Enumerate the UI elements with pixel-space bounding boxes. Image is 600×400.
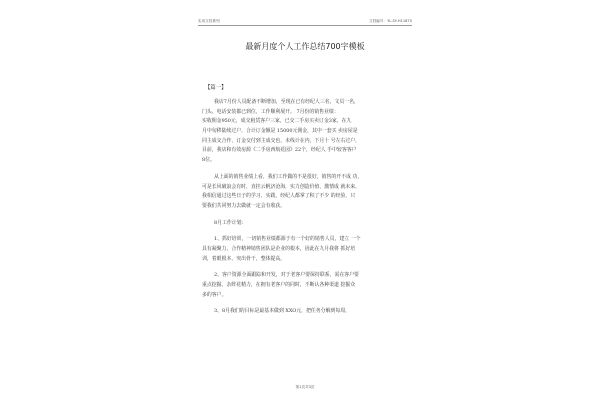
paragraph-gap — [202, 212, 410, 219]
paragraph-line: 我店7月份人员配备不断增加，至现在已有经纪人三名，文员一名， — [214, 99, 359, 105]
paragraph-gap — [202, 228, 410, 235]
header-document-number: 文档编号：YL-SY-H1187S — [369, 19, 412, 23]
document-body — [202, 98, 410, 317]
paragraph-line: 我相信通过这些日子的学习，实践，经纪人都掌了积了不少 的经验，只 — [202, 193, 356, 200]
paragraph-line: 实收佣金950元，成交租赁客户三家，已交二手房买卖订金3家，在九 — [202, 118, 352, 125]
paragraph — [202, 271, 410, 300]
paragraph-line: 门头、电话安装都已到位，工作顺利展开。 7月份的销售业绩： — [202, 108, 339, 115]
paragraph-line: 训，着眼根本，突出骨干，整体提高。 — [202, 255, 286, 262]
paragraph-line: 目前，我店和有效房源《二手房西航花园》22个，经纪人 手中较客客户 — [202, 147, 357, 154]
header-left-label: 实用文档系列 — [198, 19, 220, 23]
paragraph-line: 1、抓好培训，一切销售业绩都源于有一个好的销售人员，建立 一个 — [214, 236, 361, 243]
page-number: 第1页共3页 — [295, 385, 315, 389]
paragraph-line: 从上面的销售业绩上看，我们工作做的不是很好，销售的开不成 功， — [214, 173, 363, 180]
paragraph — [202, 307, 410, 317]
paragraph — [202, 173, 410, 212]
paragraph-gap — [202, 166, 410, 173]
paragraph-line: 月中旬移陆续过户，合计订金额是 15000元佣金，其中一套买 卖房屋是 — [202, 128, 358, 135]
document-page — [198, 16, 412, 396]
paragraph-line: 要我们共同努力去做就一定会有收获。 — [202, 202, 286, 209]
paragraph-gap — [202, 264, 410, 271]
paragraph — [202, 98, 410, 166]
paragraph-line: 重点挖掘，杂阵花精力，在拥有老客户的同时，不断认各种渠道 挖掘众 — [202, 282, 356, 288]
paragraph-line: 2、客户资源全面跟踪和开发，对于老客户要保持联系，需在客户要 — [214, 272, 359, 279]
paragraph-line: 同主成交合作，订金交付到主成交也，未线计在内，下月十 号左右过户， — [202, 137, 361, 144]
paragraph-line: 可是长风破浪会有时，直挂云帆济沧海，实力创造价值，激情成 就未来， — [202, 183, 361, 190]
paragraph-line: 具有凝聚力，合作精神销售团队是企业的根本，因此在九月我将 抓好培 — [202, 245, 356, 252]
paragraph-line: 8月工作计划： — [214, 219, 247, 226]
paragraph — [202, 235, 410, 264]
paragraph-line: 多的客户。 — [202, 291, 227, 298]
paragraph — [202, 219, 410, 229]
paragraph-gap — [202, 300, 410, 307]
paragraph-line: 8位。 — [202, 157, 215, 164]
header-divider — [198, 25, 412, 26]
paragraph-line: 3、8月我们的目标是最基本做到 XXO元，把任务分解到每周， — [214, 308, 351, 315]
section-label: 【篇一】 — [205, 85, 227, 91]
document-title: 最新月度个人工作总结700字模板 — [245, 42, 365, 51]
